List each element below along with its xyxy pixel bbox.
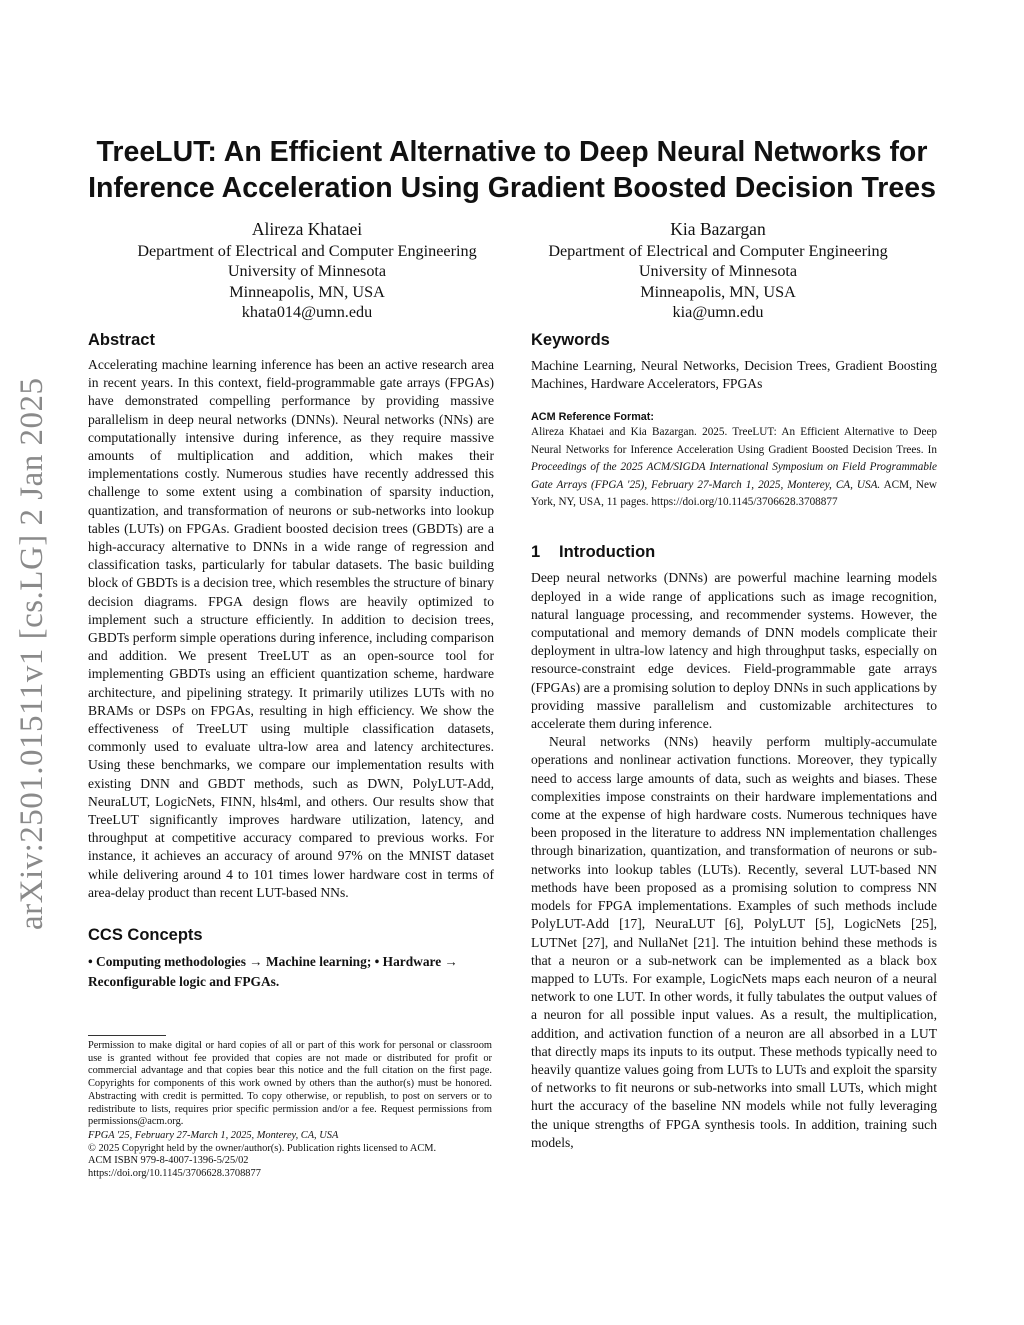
arxiv-stamp: arXiv:2501.01511v1 [cs.LG] 2 Jan 2025 bbox=[14, 377, 50, 930]
intro-paragraph: Deep neural networks (DNNs) are powerful machine learning models deployed in a wide range of applications such as image recognition, natural language processing, and recommender systems. However, the computational and memory demands of DNN models complicate their deployment in ultra-low latency and high throughput tasks, especially on resource-constraint edge devices. Field-programmable gate arrays (FPGAs) are a promising solution to deploy DNNs in such applications by providing massive parallelism and customizable architectures to accelerate them during inference. bbox=[531, 570, 937, 732]
intro-paragraph: Neural networks (NNs) heavily perform multiply-accumulate operations and nonlinear activation functions. Moreover, they typically need to access large amounts of data, such as weights and biases. These complexities impose constraints on their hardware implementations and come at the expense of high hardware costs. Numerous techniques have been proposed in the literature to address NN implementation challenges through binarization, quantization, and transformation of neurons or sub-networks into lookup tables (LUTs). Recently, several LUT-based NN methods have been proposed as a promising solution to compress NN models for FPGA implementations. Examples of such methods include PolyLUT-Add [17], NeuraLUT [6], PolyLUT [5], LogicNets [25], LUTNet [27], and NullaNet [21]. The intuition behind these methods is that a neuron or a sub-network can be implemented as a black box mapped to LUTs. For example, LogicNets maps each neuron of a neural network to one LUT. In other words, it fully tabulates the output values of a neuron for all possible input values. As a result, the multiplication, addition, and activation function of a neuron are all absorbed in a LUT that directly maps its inputs to its output. These methods typically need to heavily quantize values going from LUTs to LUTs and exploit the sparsity of networks to fit neurons or sub-networks into small LUTs, which might hurt the accuracy of the baseline NN models while not fully leveraging the unique strengths of FPGA synthesis tools. In addition, training such models, bbox=[531, 734, 937, 1150]
author-name: Kia Bazargan bbox=[670, 219, 766, 239]
section-heading bbox=[531, 543, 937, 562]
author-block bbox=[498, 217, 938, 323]
abstract-heading: Abstract bbox=[88, 331, 155, 349]
paper-title: TreeLUT: An Efficient Alternative to Deep Neural Networks for Inference Acceleration Using Gradient Boosted Decision Trees bbox=[88, 136, 936, 204]
author-block bbox=[87, 217, 527, 323]
footnote-divider bbox=[88, 1035, 166, 1036]
permission-footnote bbox=[88, 1040, 492, 1181]
keywords-text: Machine Learning, Neural Networks, Decision Trees, Gradient Boosting Machines, Hardware Accelerators, FPGAs bbox=[531, 358, 937, 392]
right-column bbox=[531, 331, 937, 1152]
author-email[interactable]: khata014@umn.edu bbox=[241, 303, 373, 322]
copyright-line: © 2025 Copyright held by the owner/author(s). Publication rights licensed to ACM. bbox=[88, 1142, 437, 1154]
author-email[interactable]: kia@umn.edu bbox=[672, 303, 764, 322]
author-city: Minneapolis, MN, USA bbox=[229, 282, 385, 301]
permission-text: Permission to make digital or hard copies of all or part of this work for personal or classroom use is granted without fee provided that copies are not made or distributed for profit or commercial advantage and that copies bear this notice and the full citation on the first page. Copyrights for components of this work owned by others than the author(s) must be honored. Abstracting with credit is permitted. To copy otherwise, or republish, to post on servers or to redistribute to lists, requires prior specific permission and/or a fee. Request permissions from permissions@acm.org. bbox=[88, 1040, 492, 1128]
author-department: Department of Electrical and Computer Engineering bbox=[548, 242, 888, 260]
isbn-line: ACM ISBN 979-8-4007-1396-5/25/02 bbox=[88, 1155, 249, 1167]
keywords-heading: Keywords bbox=[531, 331, 610, 349]
left-column bbox=[88, 331, 494, 992]
acm-reference-part: Alireza Khataei and Kia Bazargan. 2025. TreeLUT: An Efficient Alternative to Deep Neural Networks for Inference Acceleration Using Gradient Boosted Decision Trees. In bbox=[531, 426, 937, 456]
section-title: Introduction bbox=[559, 543, 656, 562]
section-number: 1 bbox=[531, 543, 541, 562]
doi-link[interactable]: https://doi.org/10.1145/3706628.3708877 bbox=[88, 1168, 261, 1180]
author-city: Minneapolis, MN, USA bbox=[640, 282, 796, 301]
ccs-concepts: • Computing methodologies → Machine learning; • Hardware → Reconfigurable logic and FPGAs. bbox=[88, 954, 458, 990]
venue-line: FPGA '25, February 27-March 1, 2025, Monterey, CA, USA bbox=[88, 1129, 339, 1141]
author-department: Department of Electrical and Computer Engineering bbox=[137, 242, 477, 260]
acm-reference-proceedings: Proceedings of the 2025 ACM/SIGDA International Symposium on Field Programmable Gate Arrays (FPGA '25), February 27-March 1, 2025, Monterey, CA, USA. bbox=[531, 461, 937, 491]
abstract-text: Accelerating machine learning inference has been an active research area in recent years. In this context, field-programmable gate arrays (FPGAs) have demonstrated compelling performance by providing massive parallelism in deep neural networks (DNNs). Neural networks (NNs) are computationally intensive during inference, as they require massive amounts of multiplication and addition, which makes their implementations costly. Numerous studies have recently addressed this challenge to some extent using a combination of sparsity induction, quantization, and transformation of neurons or sub-networks into lookup tables (LUTs) on FPGAs. Gradient boosted decision trees (GBDTs) are a high-accuracy alternative to DNNs in a wide range of regression and classification tasks, particularly for tabular datasets. The basic building block of GBDTs is a decision tree, which resembles the structure of binary decision diagrams. FPGA design flows are heavily optimized to implement such a structure efficiently. In addition to decision trees, GBDTs perform simple operations during inference, including comparison and addition. We present TreeLUT as an open-source tool for implementing GBDTs using an efficient quantization scheme, hardware architecture, and pipelining strategy. It primarily utilizes LUTs with no BRAMs or DSPs on FPGAs, resulting in high efficiency. We show the effectiveness of TreeLUT using multiple classification datasets, commonly used to evaluate ultra-low area and latency architectures. Using these benchmarks, we compare our implementation results with existing DNN and GBDT methods, such as DWN, PolyLUT-Add, NeuraLUT, LogicNets, FINN, hls4ml, and others. Our results show that TreeLUT significantly improves hardware utilization, latency, and throughput at competitive accuracy compared to previous works. For instance, it achieves an accuracy of around 97% on the MNIST dataset while delivering around 4 to 101 times lower hardware cost in terms of area-delay product than recent LUT-based NNs. bbox=[88, 357, 495, 900]
acm-reference-heading: ACM Reference Format: bbox=[531, 411, 654, 424]
author-university: University of Minnesota bbox=[227, 262, 387, 281]
acm-reference-part: ACM, New York, NY, USA, 11 pages. https://doi.org/10.1145/3706628.3708877 bbox=[531, 478, 937, 509]
author-university: University of Minnesota bbox=[638, 262, 798, 281]
author-name: Alireza Khataei bbox=[251, 219, 363, 239]
ccs-heading: CCS Concepts bbox=[88, 926, 203, 945]
acm-reference-text bbox=[531, 424, 937, 511]
